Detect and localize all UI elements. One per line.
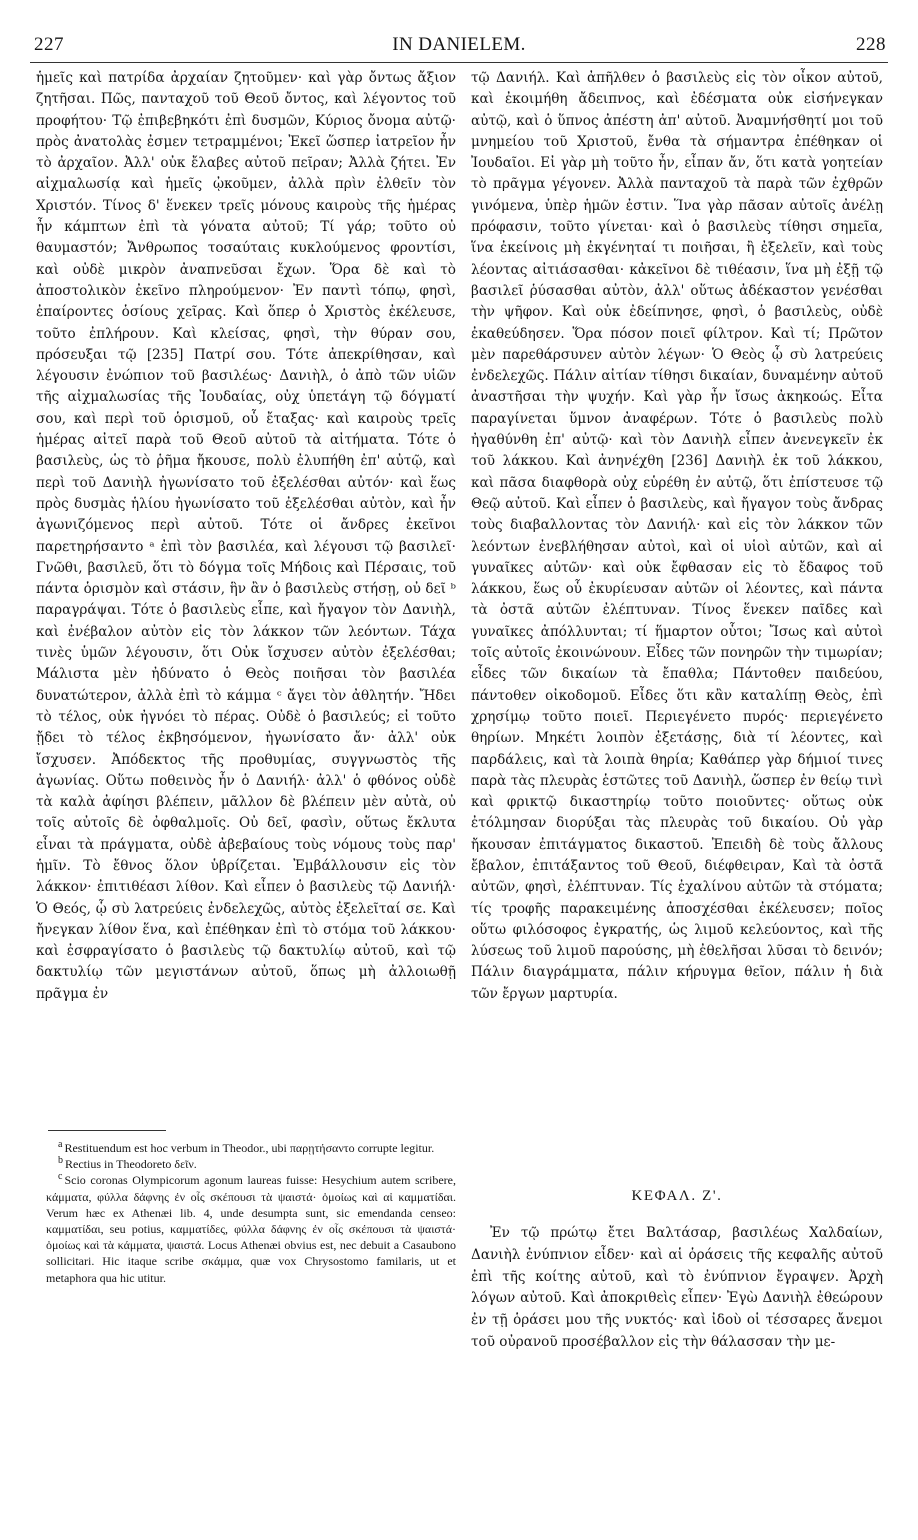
footnote-mark: b xyxy=(58,1155,63,1167)
left-column-text: ἡμεῖς καὶ πατρίδα ἀρχαίαν ζητοῦμεν· καὶ γὰρ ὄντως ἄξιον ζητῆσαι. Πῶς, πανταχοῦ τοῦ Θεοῦ ὄντος, καὶ λέγοντος τοῦ προφήτου· Τῷ ἐπιβεβηκότι ἐπὶ δυσμῶν, Κύριος ὄνομα αὐτῷ· πρὸς ἀνατολὰς ἐσμεν τετραμμένοι; Ἐκεῖ ὥσπερ ἰατρεῖον ἦν τὸ ἀρχαῖον. Ἀλλ' οὐκ ἔλαβες αὐτοῦ πεῖραν; Ἀλλὰ ζήτει. Ἐν αἰχμαλωσίᾳ καὶ ἡμεῖς ᾠκοῦμεν, ἀλλὰ πρὶν ἐλθεῖν τὸν Χριστόν. Τίνος δ' ἕνεκεν τρεῖς μόνους καιροὺς τῆς ἡμέρας ἦν κάμπτων ἐπὶ τὰ γόνατα αὐτοῦ; Τί γάρ; τοῦτο οὐ θαυμαστόν; Ἄνθρωπος τοσαύταις κυκλούμενος φροντίσι, καὶ οὐδὲ μικρὸν ἀναπνεῦσαι ἔχων. Ὅρα δὲ καὶ τὸ ἀποστολικὸν ἐκεῖνο πληρούμενον· Ἐν παντὶ τόπῳ, φησὶ, ἐπαίροντες ὁσίους χεῖρας. Καὶ ὅπερ ὁ Χριστὸς ἐκέλευσε, τοῦτο ἐπλήρουν. Καὶ κλείσας, φησὶ, τὴν θύραν σου, πρόσευξαι τῷ [235] Πατρί σου. Τότε ἀπεκρίθησαν, καὶ λέγουσιν ἐνώπιον τοῦ βασιλέως· Δανιὴλ, ὁ ἀπὸ τῶν υἱῶν τῆς αἰχμαλωσίας τῆς Ἰουδαίας, οὐχ ὑπετάγη τῷ δόγματί σου, καὶ περὶ τοῦ ὁρισμοῦ, οὗ ἔταξας· καὶ καιροὺς τρεῖς ἡμέρας αἰτεῖ παρὰ τοῦ Θεοῦ αὐτοῦ τὰ αἰτήματα. Τότε ὁ βασιλεὺς, ὡς τὸ ῥῆμα ἤκουσε, πολὺ ἐλυπήθη ἐπ' αὐτῷ, καὶ περὶ τοῦ Δανιὴλ ἠγωνίσατο τοῦ ἐξελέσθαι αὐτόν· καὶ ἕως πρὸς δυσμὰς ἡλίου ἠγωνίσατο τοῦ ἐξελέσθαι αὐτὸν, καὶ ἦν ἀγωνιζόμενος περὶ αὐτοῦ. Τότε οἱ ἄνδρες ἐκεῖνοι παρετηρήσαντο ᵃ ἐπὶ τὸν βασιλέα, καὶ λέγουσι τῷ βασιλεῖ· Γνῶθι, βασιλεῦ, ὅτι τὸ δόγμα τοῖς Μήδοις καὶ Πέρσαις, τοῦ πάντα ὁρισμὸν καὶ στάσιν, ἣν ἂν ὁ βασιλεὺς στήσῃ, οὐ δεῖ ᵇ παραγράψαι. Τότε ὁ βασιλεὺς εἶπε, καὶ ἤγαγον τὸν Δανιὴλ, καὶ ἐνέβαλον αὐτὸν εἰς τὸν λάκκον τῶν λεόντων. Τάχα τινὲς ὑμῶν λέγουσιν, ὅτι Οὐκ ἴσχυσεν αὐτὸν ἐξελέσθαι; Μάλιστα μὲν ἠδύνατο ὁ Θεὸς ποιῆσαι τὸν βασιλέα δυνατώτερον, ἀλλὰ ἐπὶ τὸ κάμμα ᶜ ἄγει τὸν ἀθλητήν. Ἤδει τὸ τέλος, οὐκ ἠγνόει τὸ πέρας. Οὐδὲ ὁ βασιλεύς; εἰ τοῦτο ᾔδει τὸ τέλος ἐκβησόμενον, ἠγωνίσατο ἄν· ἀλλ' οὐκ ἴσχυσεν. Ἀπόδεκτος τῆς προθυμίας, συγγνωστὸς τῆς ἀγωνίας. Οὕτω ποθεινὸς ἦν ὁ Δανιήλ· ἀλλ' ὁ φθόνος οὐδὲ τὰ καλὰ ἀφίησι βλέπειν, μᾶλλον δὲ βλέπειν μὲν αὐτὰ, οὐ τοῖς αὐτοῖς δὲ ὀφθαλμοῖς. Οὐ δεῖ, φασὶν, οὕτως ἔκλυτα εἶναι τὰ πράγματα, οὐδὲ ἀβεβαίους τοὺς νόμους τοὺς παρ' ἡμῖν. Τὸ ἔθνος ὅλον ὑβρίζεται. Ἐμβάλλουσιν εἰς τὸν λάκκον· ἐπιτιθέασι λίθον. Καὶ εἶπεν ὁ βασιλεὺς τῷ Δανιήλ· Ὁ Θεός, ᾧ σὺ λατρεύεις ἐνδελεχῶς, αὐτὸς ἐξελεῖταί σε. Καὶ ἤνεγκαν λίθον ἕνα, καὶ ἐπέθηκαν ἐπὶ τὸ στόμα τοῦ λάκκου· καὶ ἐσφραγίσατο ὁ βασιλεὺς τῷ δακτυλίῳ αὐτοῦ, καὶ τῷ δακτυλίῳ τῶν μεγιστάνων αὐτοῦ, ὅπως μὴ ἀλλοιωθῇ πρᾶγμα ἐν xyxy=(36,70,456,1002)
footnote-rule xyxy=(48,1130,166,1131)
footnote-text: Rectius in Theodoreto δεῖν. xyxy=(65,1157,197,1172)
page-header xyxy=(30,34,888,64)
page-number-right: 228 xyxy=(856,34,886,55)
footnote-text: Restituendum est hoc verbum in Theodor., ubi παρῃτήσαντο corrupte legitur. xyxy=(64,1141,435,1155)
header-rule xyxy=(30,62,888,63)
page-number-left: 227 xyxy=(34,34,64,55)
chapter-text xyxy=(471,1223,883,1354)
footnote-c xyxy=(46,1172,456,1285)
footnote-mark: a xyxy=(58,1139,63,1150)
right-column-text: τῷ Δανιήλ. Καὶ ἀπῆλθεν ὁ βασιλεὺς εἰς τὸν οἶκον αὐτοῦ, καὶ ἐκοιμήθη ἄδειπνος, καὶ ἐδέσματα οὐκ εἰσήνεγκαν αὐτῷ, καὶ ὁ ὕπνος ἀπέστη ἀπ' αὐτοῦ. Ἀναμνήσθητί μοι τοῦ μνημείου τοῦ Χριστοῦ, ἔνθα τὰ σήμαντρα ἐπέθηκαν οἱ Ἰουδαῖοι. Εἰ γὰρ μὴ τοῦτο ἦν, εἶπαν ἄν, ὅτι κατὰ γοητείαν τὸ πρᾶγμα γέγονεν. Ἀλλὰ πανταχοῦ τὰ παρὰ τῶν ἐχθρῶν γινόμενα, ὑπὲρ ἡμῶν ἐστιν. Ἵνα γὰρ πᾶσαν αὐτοῖς ἀνέλῃ πρόφασιν, τοῦτο γίνεται· καὶ ὁ βασιλεὺς τίθησι σημεῖα, ἵνα ἐκείνοις μὴ ἐκγένηταί τι ποιῆσαι, ἢ ἐξελεῖν, καὶ τοὺς λέοντας αἰτιάσασθαι· κἀκεῖνοι δὲ τιθέασιν, ἵνα μὴ ἐξῇ τῷ βασιλεῖ ῥύσασθαι αὐτὸν, ἀλλ' οὕτως ἀδέκαστον γενέσθαι τὴν ψῆφον. Καὶ οὐκ ἐδείπνησε, φησὶ, ὁ βασιλεὺς, οὐδὲ ἐκαθεύδησεν. Ὅρα πόσον ποιεῖ φίλτρον. Καὶ τί; Πρῶτον μὲν παρεθάρσυνεν αὐτὸν λέγων· Ὁ Θεὸς ᾧ σὺ λατρεύεις ἐνδελεχῶς. Πάλιν αἰτίαν τίθησι δικαίαν, δυναμένην αὐτοῦ ἀναστῆσαι τὴν ψυχήν. Καὶ γὰρ ἦν ἴσως ἀκηκοώς. Εἶτα παραγίνεται ὕμνον ἀναφέρων. Τότε ὁ βασιλεὺς πολὺ ἠγαθύνθη ἐπ' αὐτῷ· καὶ τὸν Δανιὴλ εἶπεν ἀνενεγκεῖν ἐκ τοῦ λάκκου. Καὶ ἀνηνέχθη [236] Δανιὴλ ἐκ τοῦ λάκκου, καὶ πᾶσα διαφθορὰ οὐχ εὑρέθη ἐν αὐτῷ, ὅτι ἐπίστευσε τῷ Θεῷ αὐτοῦ. Καὶ εἶπεν ὁ βασιλεὺς, καὶ ἤγαγον τοὺς ἄνδρας τοὺς διαβαλλοντας τὸν Δανιήλ· καὶ εἰς τὸν λάκκον τῶν λεόντων ἐνεβλήθησαν αὐτοὶ, καὶ οἱ υἱοὶ αὐτῶν, καὶ αἱ γυναῖκες αὐτῶν· καὶ οὐκ ἔφθασαν εἰς τὸ ἔδαφος τοῦ λάκκου, ἕως οὗ ἐκυρίευσαν αὐτῶν οἱ λέοντες, καὶ πάντα τὰ ὀστᾶ αὐτῶν ἐλέπτυναν. Τίνος ἕνεκεν παῖδες καὶ γυναῖκες ἀπόλλυνται; τί ἥμαρτον οὗτοι; Ἴσως καὶ αὐτοὶ τοῖς αὐτοῖς ἐκοινώνουν. Εἶδες τῶν πονηρῶν τὴν τιμωρίαν; εἶδες τῶν δικαίων τὰ ἔπαθλα; Πάντοθεν παιδεύου, πάντοθεν οἰκοδομοῦ. Εἶδες ὅτι κἂν καταλίπῃ Θεὸς, ἐπὶ χρησίμῳ τοῦτο ποιεῖ. Περιεγένετο πυρός· περιεγένετο θηρίων. Μηκέτι λοιπὸν ἐξετάσῃς, διὰ τί λέοντες, καὶ παρδάλεις, καὶ τὰ λοιπὰ θηρία; Καθάπερ γὰρ δήμιοί τινες παρὰ τὰς πλευρὰς ἑστῶτες τοῦ Δανιὴλ, ὥσπερ ἐν θείῳ τινὶ καὶ φρικτῷ δικαστηρίῳ τοῦτο ποιοῦντες· οὕτως οὐκ ἐτόλμησαν διορύξαι τὰς πλευρὰς τοῦ δικαίου. Οὐ γὰρ ἤκουσαν ἐπιτάγματος δικαστοῦ. Ἐπειδὴ δὲ τοὺς ἄλλους ἔβαλον, ἐπιτάξαντος τοῦ Θεοῦ, διέφθειραν, Καὶ τὰ ὀστᾶ αὐτῶν, φησὶ, ἐλέπτυναν. Τίς ἐχαλίνου αὐτῶν τὰ στόματα; τίς τροφῆς παρακειμένης ἀποσχέσθαι ἐκέλευσεν; ποῖος οὕτω φιλόσοφος ἐγκρατής, ὡς λιμοῦ κελεύοντος, καὶ τῆς λύσεως τοῦ λιμοῦ παρούσης, μὴ ἐθελῆσαι λῦσαι τὸ δεινόν; Πάλιν διαγράμματα, πάλιν κήρυγμα θεῖον, πάλιν ἡ διὰ τῶν ἔργων μαρτυρία. xyxy=(471,70,883,1002)
footnote-b xyxy=(46,1156,456,1172)
footnote-a xyxy=(46,1140,456,1156)
footnote-mark: c xyxy=(58,1171,63,1183)
footnotes xyxy=(46,1140,456,1286)
running-title: IN DANIELEM. xyxy=(392,34,526,55)
chapter-paragraph: Ἐν τῷ πρώτῳ ἔτει Βαλτάσαρ, βασιλέως Χαλδαίων, Δανιὴλ ἐνύπνιον εἶδεν· καὶ αἱ ὁράσεις τῆς κεφαλῆς αὐτοῦ ἐπὶ τῆς κοίτης αὐτοῦ, καὶ τὸ ἐνύπνιον ἔγραψεν. Ἀρχὴ λόγων αὐτοῦ. Καὶ ἀποκριθεὶς εἶπεν· Ἐγὼ Δανιὴλ ἐθεώρουν ἐν τῇ ὁράσει μου τῆς νυκτός· καὶ ἰδοὺ οἱ τέσσαρες ἄνεμοι τοῦ οὐρανοῦ προσέβαλλον εἰς τὴν θάλασσαν τὴν με- xyxy=(471,1225,883,1350)
right-column xyxy=(471,68,883,1005)
left-column xyxy=(36,68,456,1005)
footnote-text: Scio coronas Olympicorum agonum laureas fuisse: Hesychium autem scribere, κάμματα, φύλλα δάφνης ἐν οἷς σκέπουσι τὰ ψαιστά· ὁμοίως καὶ αἱ καμματίδαι. Verum hæc ex Athenæi lib. 4, unde desumpta sunt, sic emendanda censeo: καμματίδαι, seu potius, καμματίδες, φύλλα δάφνης ἐν οἷς σκέπουσι τὰ ψαιστά· ὁμοίως καὶ τὰ κάμματα, ψαιστά. Locus Athenæi obvius est, nec debuit a Casaubono sollicitari. Hic itaque scribe σκάμμα, quæ vox Chrysostomo familaris, ut et metaphora qua hic utitur. xyxy=(46,1173,456,1285)
chapter-heading: ΚΕΦΑΛ. Ζ'. xyxy=(631,1188,723,1204)
